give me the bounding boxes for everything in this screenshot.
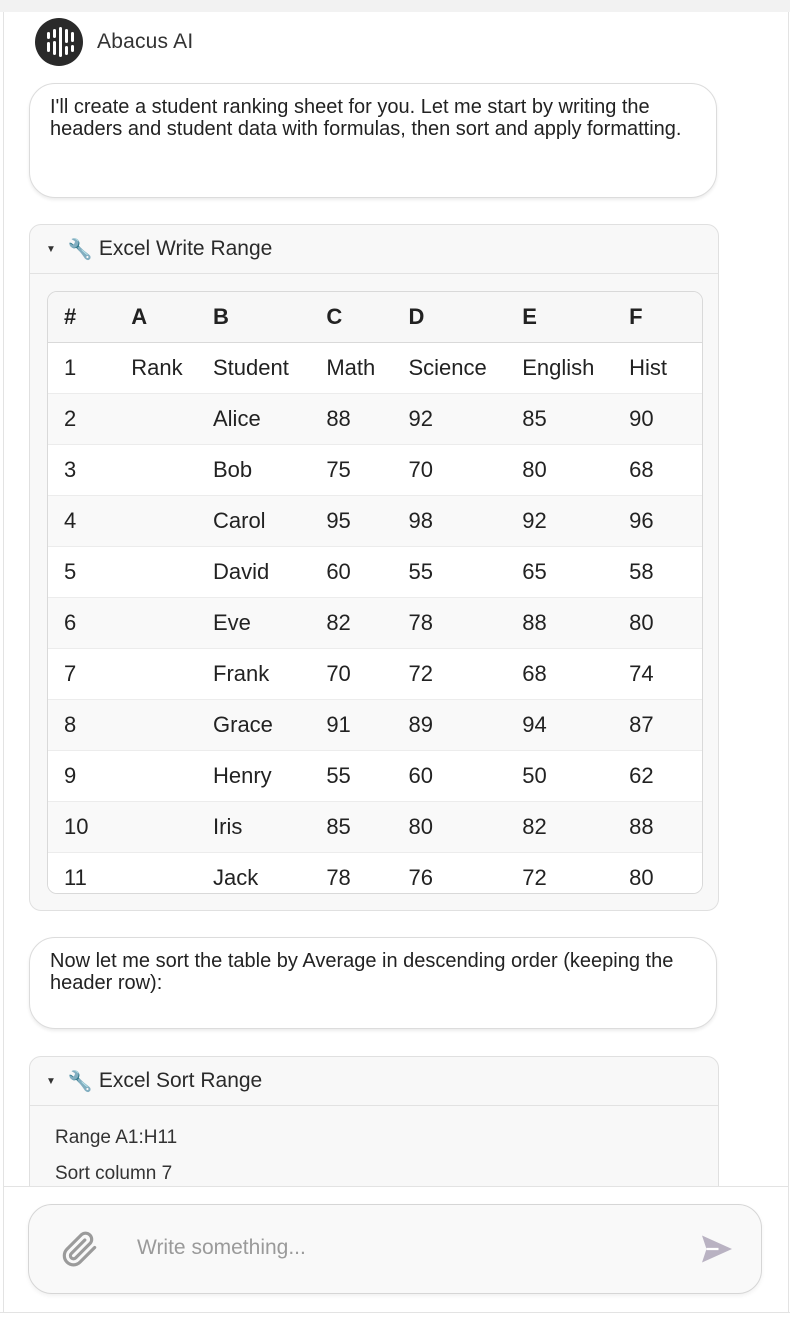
table-cell: 55 <box>326 751 408 802</box>
table-row <box>48 649 702 700</box>
table-cell: 55 <box>409 547 523 598</box>
table-cell: Iris <box>213 802 326 853</box>
column-header: F <box>629 292 702 343</box>
table-row <box>48 343 702 394</box>
table-cell: 72 <box>409 649 523 700</box>
data-table <box>48 292 702 894</box>
table-row <box>48 547 702 598</box>
tool-title: Excel Write Range <box>98 237 273 260</box>
table-cell: Frank <box>213 649 326 700</box>
spreadsheet-preview <box>47 291 703 894</box>
column-header: C <box>326 292 408 343</box>
table-cell: Science <box>409 343 523 394</box>
table-cell: 94 <box>522 700 629 751</box>
table-cell: 88 <box>522 598 629 649</box>
chat-scroll-area[interactable] <box>4 12 788 1186</box>
table-cell: 6 <box>48 598 131 649</box>
composer-area <box>4 1186 788 1313</box>
avatar <box>35 18 83 66</box>
assistant-message: Now let me sort the table by Average in descending order (keeping the header row): <box>29 937 717 1029</box>
tool-card-sort-range <box>29 1056 719 1186</box>
table-cell: Eve <box>213 598 326 649</box>
table-row <box>48 853 702 895</box>
table-cell <box>131 853 213 895</box>
table-cell: 74 <box>629 649 702 700</box>
table-cell: Bob <box>213 445 326 496</box>
tool-card-write-range <box>29 224 719 911</box>
table-cell: Student <box>213 343 326 394</box>
table-cell: 1 <box>48 343 131 394</box>
table-cell: 60 <box>326 547 408 598</box>
wrench-icon: 🔧 <box>67 238 93 261</box>
table-cell: 85 <box>522 394 629 445</box>
param-value: 7 <box>161 1163 173 1184</box>
table-cell: 2 <box>48 394 131 445</box>
param-value: A1:H11 <box>115 1127 178 1148</box>
column-header: B <box>213 292 326 343</box>
table-row <box>48 802 702 853</box>
table-cell: 85 <box>326 802 408 853</box>
right-divider <box>788 12 789 1312</box>
table-cell: 88 <box>326 394 408 445</box>
assistant-header <box>35 18 193 66</box>
table-cell <box>131 751 213 802</box>
paperclip-icon[interactable] <box>59 1229 99 1269</box>
table-cell: 88 <box>629 802 702 853</box>
table-cell: 72 <box>522 853 629 895</box>
assistant-name: Abacus AI <box>97 30 194 53</box>
sort-column-param <box>55 1156 718 1186</box>
table-row <box>48 496 702 547</box>
tool-title: Excel Sort Range <box>98 1069 263 1092</box>
table-cell: 68 <box>522 649 629 700</box>
table-cell: 7 <box>48 649 131 700</box>
table-cell: Grace <box>213 700 326 751</box>
table-cell: 4 <box>48 496 131 547</box>
table-cell: David <box>213 547 326 598</box>
table-row <box>48 700 702 751</box>
table-cell: Henry <box>213 751 326 802</box>
table-cell: Math <box>326 343 408 394</box>
table-cell: 89 <box>409 700 523 751</box>
table-cell: 82 <box>522 802 629 853</box>
table-cell <box>131 598 213 649</box>
table-cell: 70 <box>326 649 408 700</box>
table-cell: 50 <box>522 751 629 802</box>
table-cell: Hist <box>629 343 702 394</box>
table-cell: 78 <box>326 853 408 895</box>
table-cell: 75 <box>326 445 408 496</box>
send-icon[interactable] <box>697 1231 737 1267</box>
table-cell: 80 <box>409 802 523 853</box>
triangle-down-icon: ▼ <box>46 1075 56 1087</box>
table-cell: 60 <box>409 751 523 802</box>
table-cell: Carol <box>213 496 326 547</box>
table-cell: 87 <box>629 700 702 751</box>
table-cell: 80 <box>629 853 702 895</box>
table-cell <box>131 547 213 598</box>
table-cell: Rank <box>131 343 213 394</box>
table-row <box>48 751 702 802</box>
message-composer <box>28 1204 762 1294</box>
table-cell: 65 <box>522 547 629 598</box>
param-label: Sort column <box>55 1163 157 1184</box>
wrench-icon: 🔧 <box>67 1070 93 1093</box>
column-header: # <box>48 292 131 343</box>
table-cell: 11 <box>48 853 131 895</box>
table-cell: 92 <box>522 496 629 547</box>
table-row <box>48 445 702 496</box>
table-cell: 76 <box>409 853 523 895</box>
tool-header-toggle[interactable] <box>30 1057 718 1106</box>
table-cell: 82 <box>326 598 408 649</box>
message-input[interactable] <box>137 1231 677 1265</box>
column-header: D <box>409 292 523 343</box>
table-cell: 8 <box>48 700 131 751</box>
table-cell: 68 <box>629 445 702 496</box>
table-cell <box>131 394 213 445</box>
table-header-row <box>48 292 702 343</box>
table-cell: 92 <box>409 394 523 445</box>
table-cell: 5 <box>48 547 131 598</box>
table-cell: 58 <box>629 547 702 598</box>
column-header: E <box>522 292 629 343</box>
table-cell: 80 <box>522 445 629 496</box>
top-strip <box>0 0 790 12</box>
table-cell <box>131 802 213 853</box>
table-cell <box>131 649 213 700</box>
table-cell: 95 <box>326 496 408 547</box>
bottom-divider <box>0 1312 790 1313</box>
table-cell: 78 <box>409 598 523 649</box>
table-row <box>48 394 702 445</box>
table-cell: 80 <box>629 598 702 649</box>
table-cell: English <box>522 343 629 394</box>
assistant-message: I'll create a student ranking sheet for you. Let me start by writing the headers and student data with formulas, then sort and apply formatting. <box>29 83 717 198</box>
table-cell: 62 <box>629 751 702 802</box>
range-param <box>55 1120 718 1156</box>
param-label: Range <box>55 1127 111 1148</box>
table-cell: Alice <box>213 394 326 445</box>
table-cell: Jack <box>213 853 326 895</box>
tool-header-toggle[interactable] <box>30 225 718 274</box>
table-cell <box>131 445 213 496</box>
table-cell: 96 <box>629 496 702 547</box>
table-cell: 9 <box>48 751 131 802</box>
triangle-down-icon: ▼ <box>46 243 56 255</box>
table-cell: 98 <box>409 496 523 547</box>
table-cell: 90 <box>629 394 702 445</box>
table-cell <box>131 496 213 547</box>
table-cell: 70 <box>409 445 523 496</box>
table-row <box>48 598 702 649</box>
table-cell <box>131 700 213 751</box>
table-cell: 91 <box>326 700 408 751</box>
column-header: A <box>131 292 213 343</box>
table-cell: 3 <box>48 445 131 496</box>
sort-params <box>30 1106 718 1186</box>
table-cell: 10 <box>48 802 131 853</box>
